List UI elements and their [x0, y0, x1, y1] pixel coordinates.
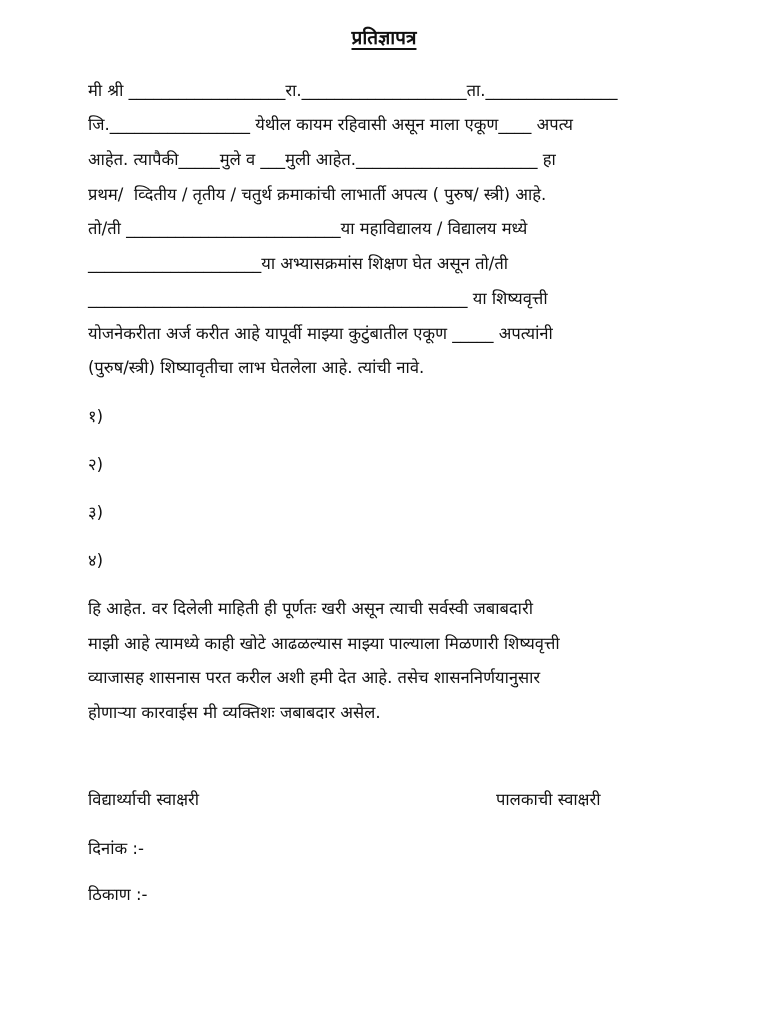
list-item: १) [88, 407, 104, 426]
address-label: ठिकाण :- [88, 885, 148, 904]
closing-line-2: माझी आहे त्यामध्ये काही खोटे आढळल्यास माझ्या पाल्याला मिळणारी शिष्यवृत्ती [88, 634, 560, 653]
closing-line-3: व्याजासह शासनास परत करील अशी हमी देत आहे. तसेच शासननिर्णयानुसार [88, 668, 541, 687]
body-line-8: योजनेकरीता अर्ज करीत आहे यापूर्वी माझ्या कुटुंबातील एकूण _____ अपत्यांनी [88, 324, 553, 343]
list-item: २) [88, 455, 104, 474]
student-signature-label: विद्यार्थ्याची स्वाक्षरी [88, 790, 200, 809]
body-line-4: प्रथम/ व्दितीय / तृतीय / चतुर्थ क्रमाकांची लाभार्ती अपत्य ( पुरुष/ स्त्री) आहे. [88, 185, 547, 204]
body-line-2: जि._________________ येथील कायम रहिवासी असून माला एकूण____ अपत्य [88, 115, 573, 134]
list-item: ४) [88, 551, 104, 570]
body-line-1: मी श्री ___________________रा.____________________ता.________________ [88, 81, 618, 100]
list-item: ३) [88, 503, 104, 522]
body-line-5: तो/ती __________________________या महाविद्यालय / विद्यालय मध्ये [88, 219, 528, 238]
closing-line-1: हि आहेत. वर दिलेली माहिती ही पूर्णतः खरी असून त्याची सर्वस्वी जबाबदारी [88, 599, 533, 618]
document-title: प्रतिज्ञापत्र [351, 27, 417, 49]
closing-line-4: होणाऱ्या कारवाईस मी व्यक्तिशः जबाबदार असेल. [88, 703, 381, 722]
body-line-6: _____________________या अभ्यासक्रमांस शिक्षण घेत असून तो/ती [88, 254, 508, 273]
body-line-7: ______________________________________________ या शिष्यवृत्ती [88, 289, 548, 308]
body-line-3: आहेत. त्यापैकी_____मुले व ___मुली आहेत.______________________ हा [88, 150, 556, 169]
body-line-9: (पुरुष/स्त्री) शिष्यावृतीचा लाभ घेतलेला आहे. त्यांची नावे. [88, 358, 425, 377]
parent-signature-label: पालकाची स्वाक्षरी [496, 790, 601, 809]
date-label: दिनांक :- [88, 839, 144, 858]
